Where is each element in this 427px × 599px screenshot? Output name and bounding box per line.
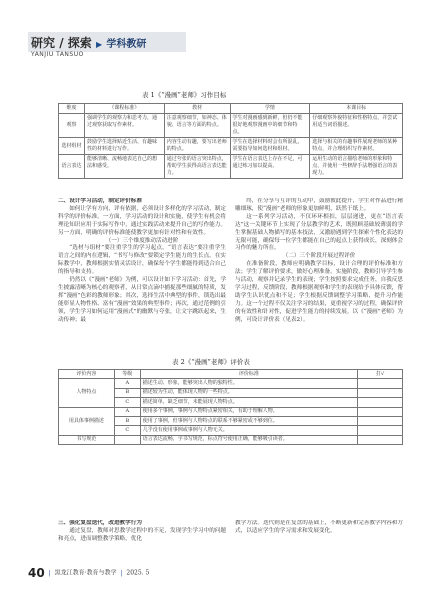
table-row xyxy=(59,407,403,416)
table-cell: 鼓励学生选择贴近生活、有趣味性的材料进行写作。 xyxy=(84,138,164,155)
table-header-cell: 教材 xyxy=(164,104,230,114)
body-left-column xyxy=(58,198,226,353)
paragraph: 在准备阶段，教师应明确教学目标，设计合理的评价标准和方法；学生了解评价要求，做好心理准备。实施阶段，教师引导学生参与活动，观察并记录学生的表现；学生按照要求完成任务，自我反思学习过程，反馈阶段，教师根据观察和学生的表现给予具体反馈，帮助学生认识优点和不足；学生根据反馈调整学习策略，提升习作能力。这一个过程不仅关注学习的结果，更重视学习的过程，确保评价的有效性和针对性，促进学生能力的持续发展。以《“漫画”老师》为例，可设计评价表（见表2）。 xyxy=(235,261,403,323)
table-row xyxy=(59,138,403,155)
grade-cell: B xyxy=(114,416,140,425)
table-cell: 书写规范 xyxy=(59,435,115,444)
subsection-heading: （一）三个维度推动活动进阶 xyxy=(105,237,179,244)
table-row xyxy=(59,379,403,388)
table-cell: 选材组材 xyxy=(59,138,85,155)
table-cell: 通过夸张的语言突出特点，帮助学生获得高语言表达能力。 xyxy=(164,155,230,179)
table-header-row xyxy=(59,104,403,114)
table-header-cell: 学情 xyxy=(230,104,310,114)
checkbox-cell[interactable] xyxy=(358,435,403,444)
table2-caption: 表 2《“漫画”老师》评价表 xyxy=(172,358,250,366)
table-cell: 描述简单，缺乏细节，未能展现人物特点。 xyxy=(140,398,357,407)
subsection-heading: （二）三个阶段开展过程评价 xyxy=(282,253,356,260)
table-cell: 能够清晰、流畅地表达自己的想法和感受。 xyxy=(84,155,164,179)
table-cell: 使用多个事例，事例与人物特点紧密相关，有助于理解人物。 xyxy=(140,407,357,416)
table-cell: 人物特点 xyxy=(59,379,115,407)
table-row xyxy=(59,155,403,179)
bottom-left-column xyxy=(58,520,226,560)
checkbox-cell[interactable] xyxy=(358,379,403,388)
journal-name: 黑龙江教育·教育与教学 xyxy=(54,569,117,577)
table-row xyxy=(59,435,403,444)
paragraph: 这一系列学习活动，不仅环环相扣，层层递进，更在“语言表达”这一关键环节上实现了分层教学的艺术，既照顾基础较薄弱的学生掌握基础人物描写的基本技法，又激励遇到学生探索个性化表达的无限可能，确保每一位学生都能在自己的起点上获得成长，深刻体会习作的魅力所在。 xyxy=(235,213,403,252)
checkbox-cell[interactable] xyxy=(358,407,403,416)
issue-number: 5 xyxy=(145,569,150,577)
table-header-cell: 评价内容 xyxy=(59,370,115,379)
body-right-column xyxy=(235,198,403,353)
table-cell: 用具体事例描述 xyxy=(59,407,115,435)
paragraph: 终，在分享与互评的互动中，鼓励彼此提升，学生对作品进行精雕细琢，使“漫画”老师的形象更加鲜明，跃然于纸上。 xyxy=(235,198,403,212)
section-heading: 三、强化复盘迭代，改进教学行为 xyxy=(58,520,142,526)
bottom-right-column xyxy=(235,520,403,560)
pinyin-label: YANJIU TANSUO xyxy=(31,51,84,58)
table-cell: 学生在语言表达上存在不足，可通过练习加以提高。 xyxy=(230,155,310,179)
grade-cell: C xyxy=(114,398,140,407)
issue-year: 2025 xyxy=(126,569,142,577)
table-header-cell: 《课程标准》 xyxy=(84,104,164,114)
issue-dot: . xyxy=(141,569,146,577)
checkbox-cell[interactable] xyxy=(358,398,403,407)
table-header-cell: 维度 xyxy=(59,104,85,114)
column-name: 学科教研 xyxy=(106,39,147,50)
section-title xyxy=(31,34,146,51)
table-cell: 选择与相关的有趣事件展现老师的某种特点，并合理组织写作素材。 xyxy=(310,138,403,155)
table-cell: 语言表达流畅，字书写规范，标点符号使用正确，能够吸引读者。 xyxy=(140,435,357,444)
checkbox-cell[interactable] xyxy=(358,426,403,435)
table-row xyxy=(59,114,403,138)
checkbox-cell[interactable] xyxy=(358,416,403,425)
table-cell: 内容生动有趣，要写出老师的特点。 xyxy=(164,138,230,155)
section-heading: 二、设计学习活动，制定评价标准 xyxy=(58,198,142,204)
table-cell: 仔细观察外貌特征和性格特点，并尝试用适当词语描述。 xyxy=(310,114,403,138)
table-header-cell: 等级 xyxy=(114,370,140,379)
triangle-icon: ▶ xyxy=(95,40,103,49)
paragraph: 教学方法。迭代则是在复盘的基础上，不断更新和完善教学内容和方式，以适应学生的学习需求和发展变化。 xyxy=(235,520,403,534)
table-header-cell: 本课目标 xyxy=(310,104,403,114)
paragraph: 通过复盘，教师对思教学过程中的不足，发现学生学习中的问题和亮点，进而调整教学策略，优化 xyxy=(58,527,226,542)
table-cell: 学生对漫画感到新鲜，但仍不能很好地观察漫画中的细节和特点。 xyxy=(230,114,310,138)
slash-divider: / xyxy=(59,36,64,50)
divider: | xyxy=(48,569,51,577)
section-label: 研究 xyxy=(31,36,56,50)
table-cell: 强调学生的观察力和思考力，通过观察获取写作素材。 xyxy=(84,114,164,138)
grade-cell: C xyxy=(114,426,140,435)
grade-cell: B xyxy=(114,388,140,397)
checkbox-cell[interactable] xyxy=(358,388,403,397)
table-cell: 注意观察细节，如神态、体貌、语言等方面的特点。 xyxy=(164,114,230,138)
goals-table xyxy=(58,103,403,179)
table-header-cell: 评价标准 xyxy=(140,370,357,379)
grade-cell xyxy=(114,435,140,444)
table-header-cell: 打√ xyxy=(358,370,403,379)
table-cell: 描述生动、形象，能够突出人物的独特性。 xyxy=(140,379,357,388)
table-cell: 语言表达 xyxy=(59,155,85,179)
paragraph: 仍然以《“漫画”老师》为例，可以设计如下学习活动：首先，学生披露清晰为核心的观察者，从日常点滴中捕捉那些细腻的特质，发挥“漫画”色彩的教师形象；其次，选择生活中典型的事件，锁选出最能彰显人物性格、富有“漫画”效果的典型事件；再次，通过范例的引领，学生学习如何运用“漫画式”的幽默与夸张，让文字跳跃起来，生动传神；最 xyxy=(58,277,226,323)
evaluation-table xyxy=(58,369,403,445)
page-number: 40 xyxy=(28,566,45,580)
table-cell: 几乎没有使用事例或事例与人物无关。 xyxy=(140,426,357,435)
table-cell: 观察 xyxy=(59,114,85,138)
grade-cell: A xyxy=(114,407,140,416)
grade-cell: A xyxy=(114,379,140,388)
page-footer xyxy=(28,566,149,580)
table-cell: 描述较为生动，能体现人物的一些特点。 xyxy=(140,388,357,397)
section-label-2: 探索 xyxy=(67,36,92,50)
table1-caption: 表 1《“漫画”老师》习作目标 xyxy=(142,91,227,99)
paragraph: 如何让学有方向，评有依据，必须设计多样化的学习活动，制定科学的评价标准。一方面，学习活动的设计和实施，使学生有机会将理论知识应用于实际写作中，通过实践活动来提升自己的写作能力。另一方面，明确的评价标准能使教学更加有针对性和有效性。 xyxy=(58,205,226,236)
table-cell: 使用了事例，但事例与人物特点的联系不够紧密或不够到位。 xyxy=(140,416,357,425)
divider: | xyxy=(120,569,123,577)
table-cell: 运用生动的语言描绘老师的形象和特点，并使用一些修辞手法增强语言的表现力。 xyxy=(310,155,403,179)
table-header-row xyxy=(59,370,403,379)
table-cell: 学生在选择材料时会有所混乱，需要指导如何选材和组材。 xyxy=(230,138,310,155)
paragraph: “选材与组材”要注重学生的学习起点，“语言表达”要注重学生语言之间的内在逻辑，“书写与修改”要锁定学生能力的生长点。在实际教学中，教师根据实情灵活设计，确保每个学生都能得到适合自己的指导和支持。 xyxy=(58,245,226,276)
